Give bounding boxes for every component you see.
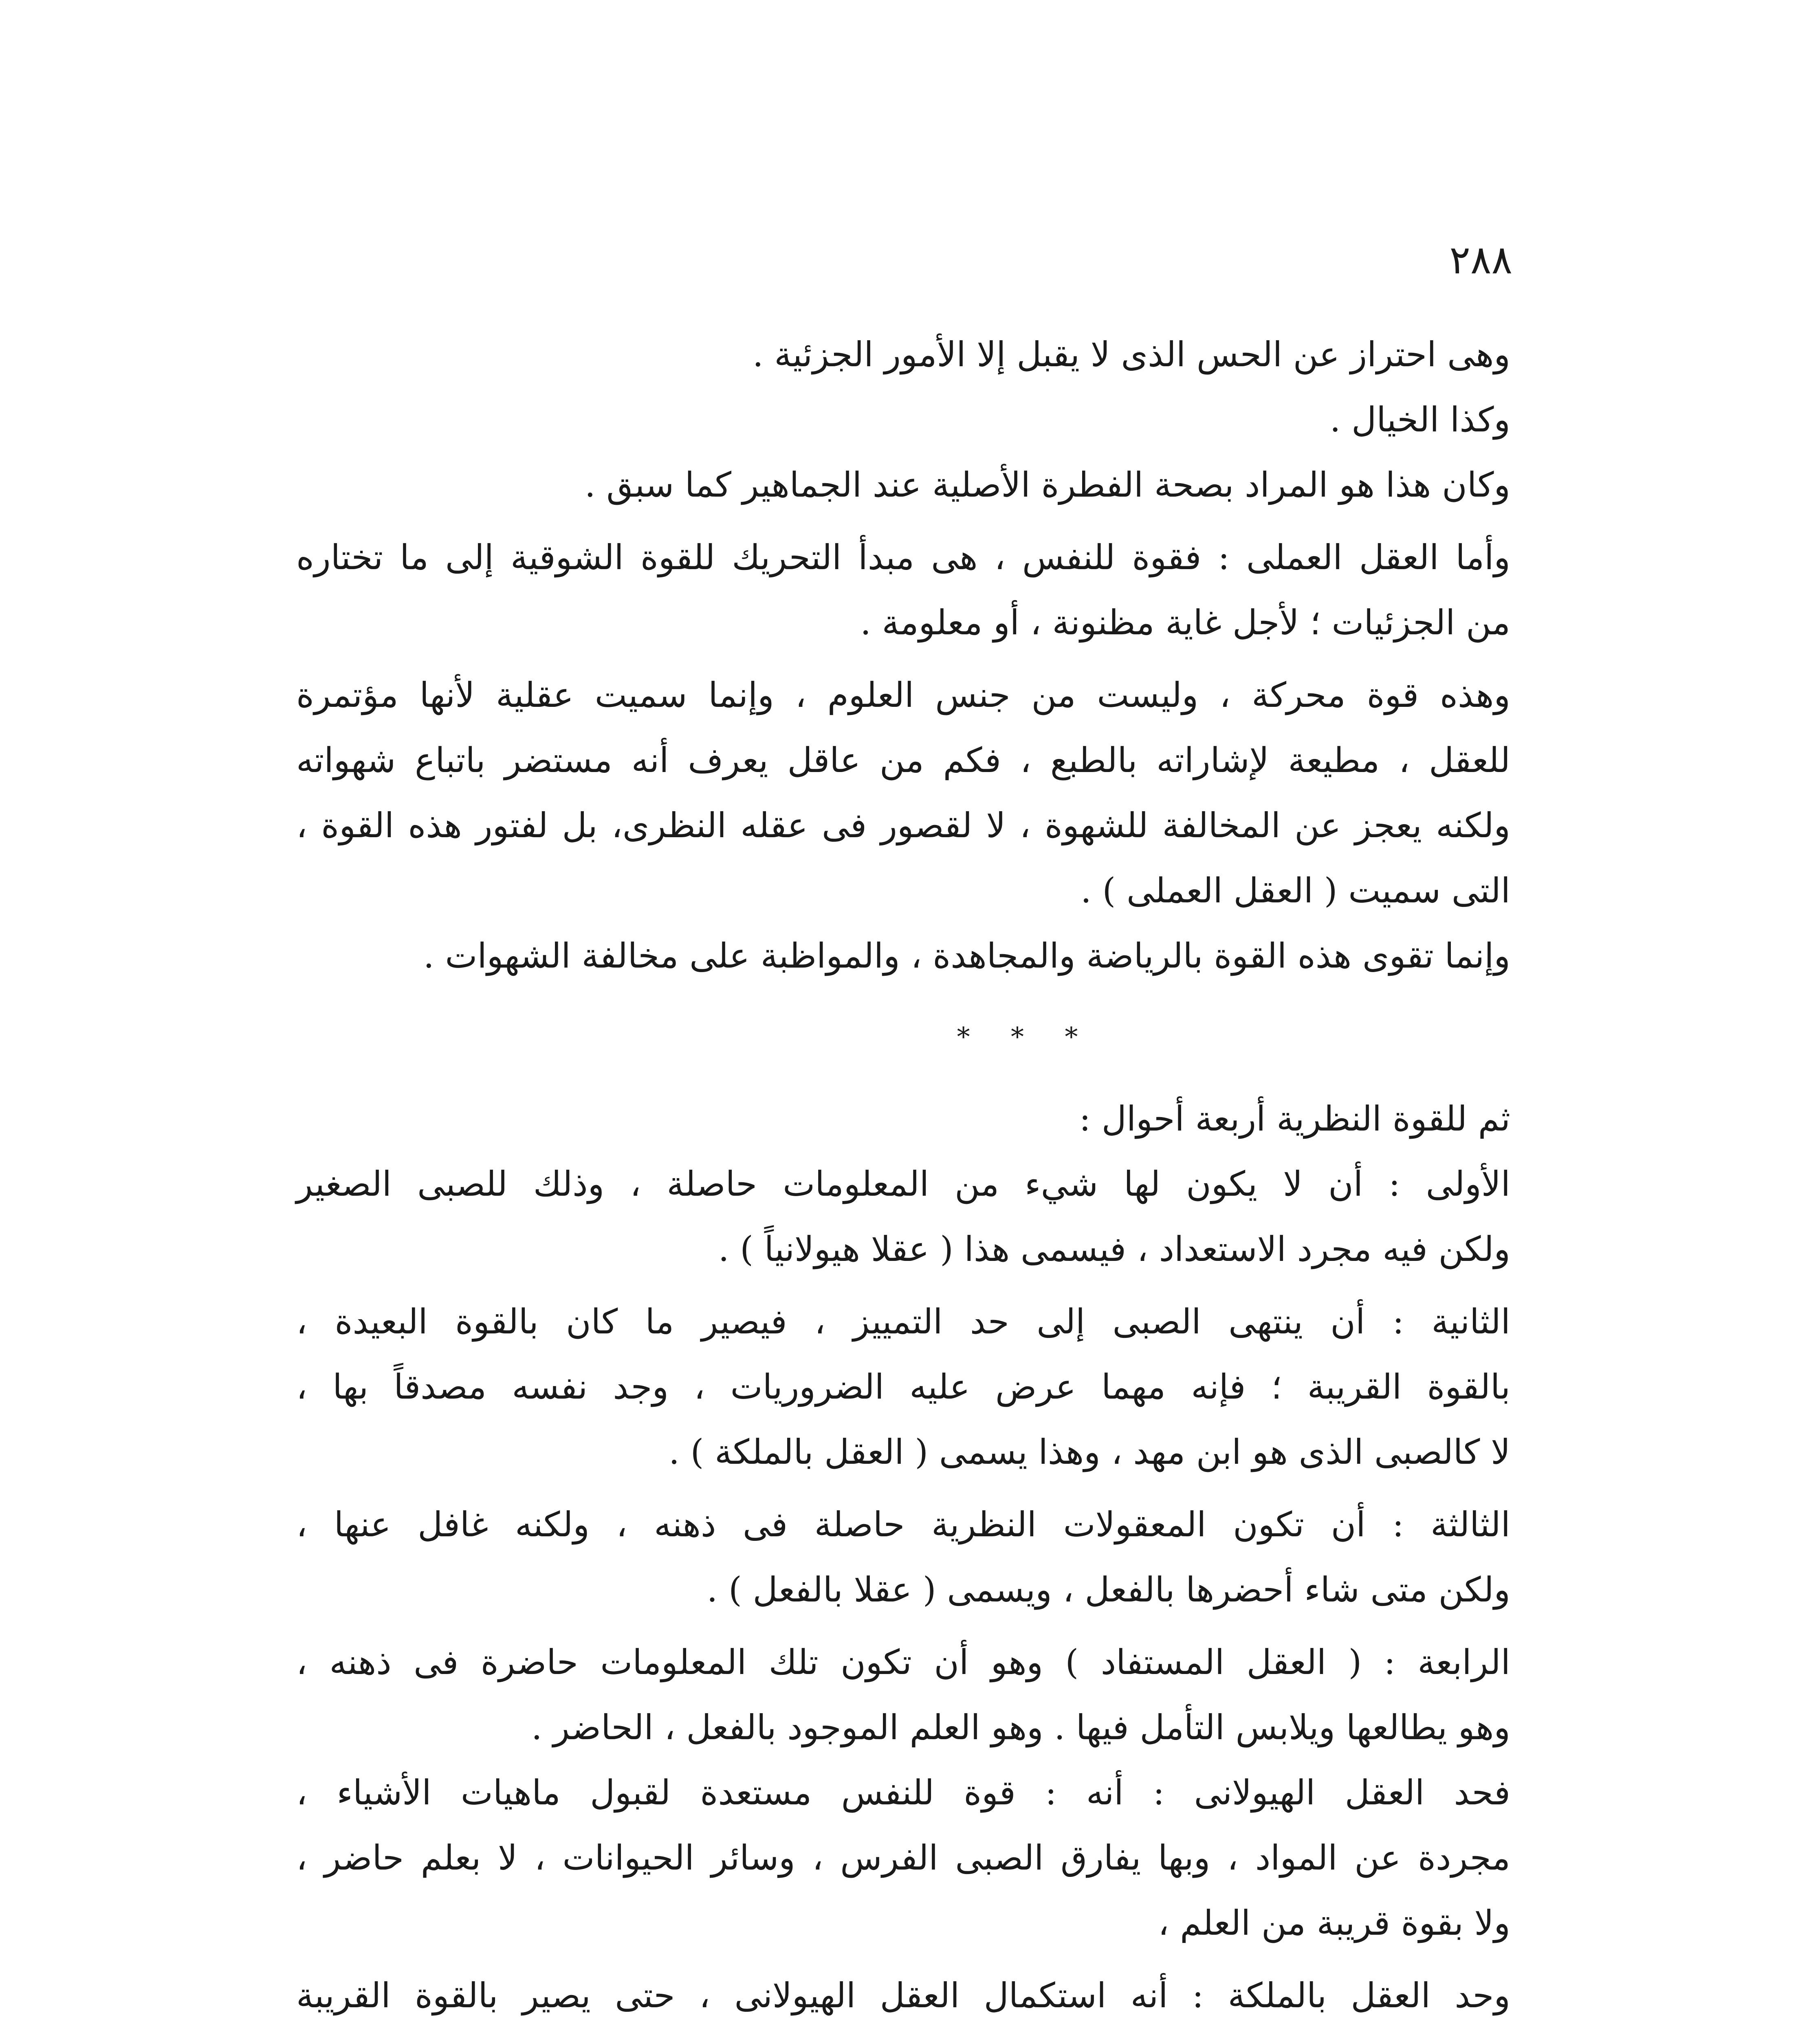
text-line: لا كالصبى الذى هو ابن مهد ، وهذا يسمى ( العقل بالملكة ) . bbox=[669, 1432, 1510, 1472]
text-line: الرابعة : ( العقل المستفاد ) وهو أن تكون تلك المعلومات حاضرة فى ذهنه ، bbox=[296, 1642, 1510, 1682]
text-line bbox=[296, 2028, 1510, 2037]
text-line: الأولى : أن لا يكون لها شيء من المعلومات حاصلة ، وذلك للصبى الصغير bbox=[296, 1164, 1510, 1204]
text-line: ولكن متى شاء أحضرها بالفعل ، ويسمى ( عقلا بالفعل ) . bbox=[706, 1570, 1510, 1610]
text-line: من الجزئيات ؛ لأجل غاية مظنونة ، أو معلومة . bbox=[860, 603, 1510, 642]
text-line: ولكن فيه مجرد الاستعداد ، فيسمى هذا ( عقلا هيولانياً ) . bbox=[718, 1229, 1510, 1269]
text-line: ثم للقوة النظرية أربعة أحوال : bbox=[1079, 1099, 1510, 1139]
body-text bbox=[296, 322, 1510, 2037]
text-line: ولا بقوة قريبة من العلم ، bbox=[1158, 1903, 1510, 1943]
text-line: وإنما تقوى هذه القوة بالرياضة والمجاهدة ، والمواظبة على مخالفة الشهوات . bbox=[423, 936, 1510, 976]
section-divider: * * * bbox=[957, 1022, 1094, 1052]
text-line: وهى احتراز عن الحس الذى لا يقبل إلا الأمور الجزئية . bbox=[753, 334, 1510, 374]
text-line: بالقوة القريبة ؛ فإنه مهما عرض عليه الضروريات ، وجد نفسه مصدقاً بها ، bbox=[296, 1367, 1510, 1407]
text-line: وهذه قوة محركة ، وليست من جنس العلوم ، وإنما سميت عقلية لأنها مؤتمرة bbox=[296, 675, 1510, 715]
text-line: وحد العقل بالملكة : أنه استكمال العقل الهيولانى ، حتى يصير بالقوة القريبة bbox=[296, 1975, 1510, 2015]
text-line: وأما العقل العملى : فقوة للنفس ، هى مبدأ التحريك للقوة الشوقية إلى ما تختاره bbox=[296, 537, 1510, 577]
text-line: ولكنه يعجز عن المخالفة للشهوة ، لا لقصور فى عقله النظرى، بل لفتور هذه القوة ، bbox=[296, 805, 1510, 845]
text-line: فحد العقل الهيولانى : أنه : قوة للنفس مستعدة لقبول ماهيات الأشياء ، bbox=[296, 1773, 1510, 1813]
text-line: وكان هذا هو المراد بصحة الفطرة الأصلية عند الجماهير كما سبق . bbox=[585, 465, 1510, 505]
text-line: الثالثة : أن تكون المعقولات النظرية حاصلة فى ذهنه ، ولكنه غافل عنها ، bbox=[296, 1505, 1510, 1544]
text-line: وهو يطالعها ويلابس التأمل فيها . وهو العلم الموجود بالفعل ، الحاضر . bbox=[531, 1707, 1510, 1747]
page-number: ٢٨٨ bbox=[1449, 237, 1512, 283]
text-line: مجردة عن المواد ، وبها يفارق الصبى الفرس ، وسائر الحيوانات ، لا بعلم حاضر ، bbox=[296, 1838, 1510, 1878]
text-line: الثانية : أن ينتهى الصبى إلى حد التمييز ، فيصير ما كان بالقوة البعيدة ، bbox=[296, 1302, 1511, 1342]
text-line: للعقل ، مطيعة لإشاراته بالطبع ، فكم من عاقل يعرف أنه مستضر باتباع شهواته bbox=[296, 740, 1510, 780]
text-line: التى سميت ( العقل العملى ) . bbox=[1081, 871, 1510, 911]
text-line: وكذا الخيال . bbox=[1329, 400, 1510, 440]
